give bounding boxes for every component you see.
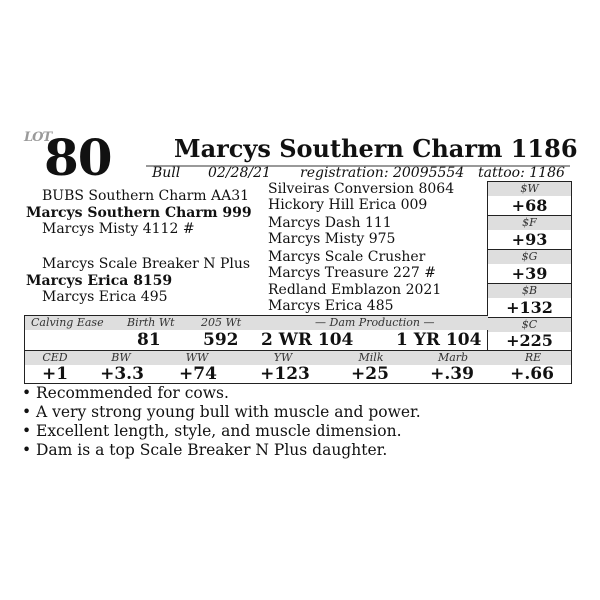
bullet-icon: •	[22, 403, 32, 421]
index-label-c: $C	[488, 318, 571, 332]
notes-list	[22, 384, 421, 460]
epd-value-bw: +3.3	[100, 364, 144, 384]
birth-wt-label: Birth Wt	[127, 316, 175, 329]
note-item	[22, 384, 421, 403]
index-label-g: $G	[488, 250, 571, 264]
epd-label-bw: BW	[111, 351, 131, 364]
dollar-index-column	[487, 181, 572, 351]
epd-value-ced: +1	[41, 364, 69, 384]
pedigree-sd-dam: Marcys Misty 975	[268, 231, 396, 247]
index-label-w: $W	[488, 182, 571, 196]
bullet-icon: •	[22, 384, 32, 402]
birth-wt-value: 81	[137, 330, 161, 350]
epd-value-marb: +.39	[430, 364, 474, 384]
note-text: A very strong young bull with muscle and power.	[36, 403, 421, 421]
performance-row	[24, 315, 488, 351]
pedigree-dam-dam: Marcys Erica 495	[42, 289, 168, 305]
epd-label-re: RE	[524, 351, 542, 364]
lot-label: LOT	[24, 130, 52, 145]
index-value-c: +225	[506, 331, 553, 350]
bullet-icon: •	[22, 441, 32, 459]
pedigree-dd-dam: Marcys Erica 485	[268, 298, 394, 314]
index-value-b: +132	[506, 298, 553, 317]
dam-production-label: — Dam Production —	[315, 316, 435, 329]
animal-tattoo: tattoo: 1186	[478, 165, 565, 181]
pedigree-dam: Marcys Erica 8159	[26, 273, 173, 289]
animal-sex: Bull	[152, 165, 181, 181]
index-value-g: +39	[511, 264, 548, 283]
epd-label-ww: WW	[185, 351, 209, 364]
epd-value-milk: +25	[351, 364, 389, 384]
wt205-value: 592	[203, 330, 239, 350]
wt205-label: 205 Wt	[201, 316, 242, 329]
dam-production-2: 1 YR 104	[396, 330, 482, 350]
pedigree-sd-sire: Marcys Dash 111	[268, 215, 392, 231]
note-text: Recommended for cows.	[36, 384, 229, 402]
pedigree-ss-dam: Hickory Hill Erica 009	[268, 197, 428, 213]
lot-number: 80	[44, 128, 112, 187]
epd-value-ww: +74	[179, 364, 217, 384]
pedigree-ss-sire: Silveiras Conversion 8064	[268, 181, 455, 197]
index-label-b: $B	[488, 284, 571, 298]
note-text: Excellent length, style, and muscle dimension.	[36, 422, 402, 440]
index-label-f: $F	[488, 216, 571, 230]
note-item	[22, 403, 421, 422]
epd-label-milk: Milk	[358, 351, 384, 364]
index-value-w: +68	[511, 196, 548, 215]
animal-registration: registration: 20095554	[300, 165, 465, 181]
pedigree-dam-sire: Marcys Scale Breaker N Plus	[42, 256, 251, 272]
pedigree-ds-sire: Marcys Scale Crusher	[268, 249, 426, 265]
epd-label-ced: CED	[42, 351, 68, 364]
calving-ease-label: Calving Ease	[31, 316, 104, 329]
epd-label-marb: Marb	[437, 351, 469, 364]
pedigree-sire: Marcys Southern Charm 999	[26, 205, 252, 221]
bullet-icon: •	[22, 422, 32, 440]
animal-name: Marcys Southern Charm 1186	[174, 134, 578, 163]
pedigree-ds-dam: Marcys Treasure 227 #	[268, 265, 436, 281]
epd-value-yw: +123	[260, 364, 310, 384]
dam-production-1: 2 WR 104	[261, 330, 354, 350]
pedigree-dd-sire: Redland Emblazon 2021	[268, 282, 442, 298]
index-value-f: +93	[511, 230, 548, 249]
note-item	[22, 441, 421, 460]
note-text: Dam is a top Scale Breaker N Plus daughter.	[36, 441, 388, 459]
note-item	[22, 422, 421, 441]
epd-value-re: +.66	[510, 364, 554, 384]
epd-label-yw: YW	[273, 351, 293, 364]
epd-row	[24, 350, 572, 384]
animal-dob: 02/28/21	[208, 165, 271, 181]
pedigree-sire-dam: Marcys Misty 4112 #	[42, 221, 195, 237]
pedigree-sire-sire: BUBS Southern Charm AA31	[42, 188, 250, 204]
